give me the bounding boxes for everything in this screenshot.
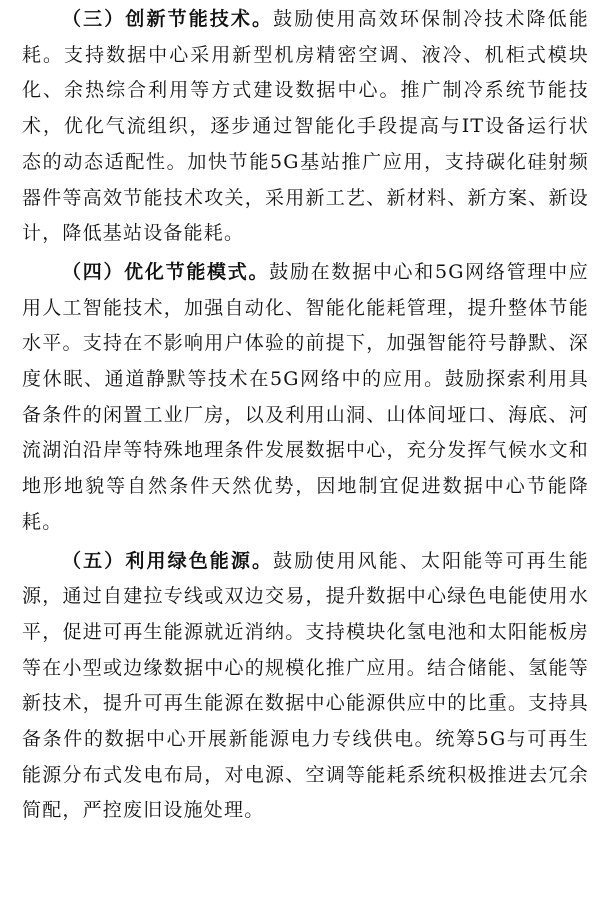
section-body-3: 鼓励使用高效环保制冷技术降低能耗。支持数据中心采用新型机房精密空调、液冷、机柜式模块化、余热综合利用等方式建设数据中心。推广制冷系统节能技术，优化气流组织，逐步通过智能化手段提高与IT设备运行状态的动态适配性。加快节能5G基站推广应用，支持碳化硅射频器件等高效节能技术攻关，采用新工艺、新材料、新方案、新设计，降低基站设备能耗。 <box>22 8 589 245</box>
section-heading-3: （三）创新节能技术。 <box>62 8 274 30</box>
section-heading-5: （五）利用绿色能源。 <box>62 549 274 572</box>
section-heading-4: （四）优化节能模式。 <box>62 260 270 283</box>
section-body-5: 鼓励使用风能、太阳能等可再生能源，通过自建拉专线或双边交易，提升数据中心绿色电能使用水平，促进可再生能源就近消纳。支持模块化氢电池和太阳能板房等在小型或边缘数据中心的规模化推广应用。结合储能、氢能等新技术，提升可再生能源在数据中心能源供应中的比重。支持具备条件的数据中心开展新能源电力专线供电。统筹5G与可再生能源分布式发电布局，对电源、空调等能耗系统积极推进去冗余简配，严控废旧设施处理。 <box>22 549 589 822</box>
section-paragraph-5 <box>22 544 589 830</box>
section-body-4: 鼓励在数据中心和5G网络管理中应用人工智能技术，加强自动化、智能化能耗管理，提升整体节能水平。支持在不影响用户体验的前提下，加强智能符号静默、深度休眠、通道静默等技术在5G网络中的应用。鼓励探索利用具备条件的闲置工业厂房，以及利用山洞、山体间垭口、海底、河流湖泊沿岸等特殊地理条件发展数据中心，充分发挥气候水文和地形地貌等自然条件天然优势，因地制宜促进数据中心节能降耗。 <box>22 260 589 533</box>
section-paragraph-3 <box>22 2 589 252</box>
section-paragraph-4 <box>22 255 589 541</box>
